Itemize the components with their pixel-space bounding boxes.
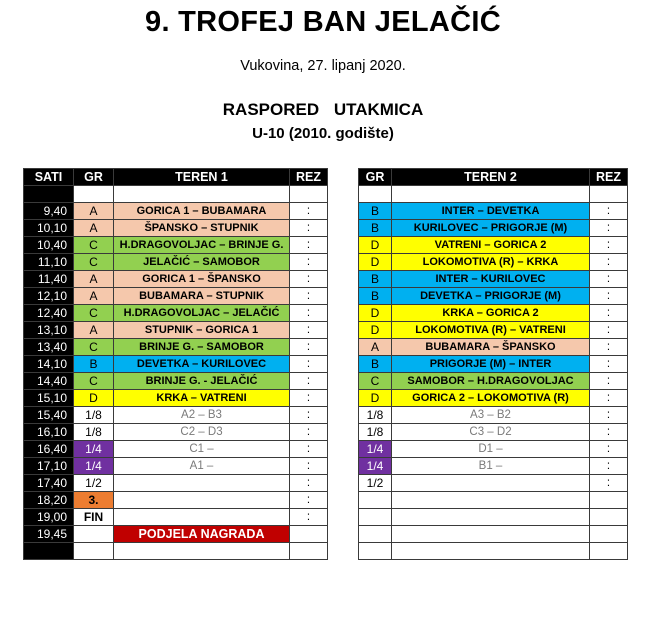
table-row	[24, 322, 328, 339]
match-cell	[392, 543, 590, 560]
match-cell: GORICA 1 – ŠPANSKO	[114, 271, 290, 288]
result-cell	[590, 509, 628, 526]
match-cell: INTER – KURILOVEC	[392, 271, 590, 288]
group-cell: A	[74, 203, 114, 220]
result-cell: :	[590, 339, 628, 356]
group-cell: 1/8	[359, 407, 392, 424]
result-cell	[590, 543, 628, 560]
match-cell: PRIGORJE (M) – INTER	[392, 356, 590, 373]
table-row	[24, 288, 328, 305]
time-cell: 12,40	[24, 305, 74, 322]
table-row	[359, 203, 628, 220]
group-cell: D	[74, 390, 114, 407]
result-cell: :	[590, 373, 628, 390]
table-row	[359, 526, 628, 543]
group-cell	[359, 186, 392, 203]
result-cell: :	[590, 390, 628, 407]
table-header-row	[24, 169, 328, 186]
group-cell: 1/4	[74, 458, 114, 475]
result-cell: :	[290, 458, 328, 475]
time-cell: 18,20	[24, 492, 74, 509]
group-cell: 1/8	[359, 424, 392, 441]
result-cell: :	[590, 424, 628, 441]
group-cell: 1/4	[359, 458, 392, 475]
table-row	[359, 305, 628, 322]
table-row	[24, 203, 328, 220]
result-cell: :	[290, 220, 328, 237]
result-cell	[590, 186, 628, 203]
table-row	[24, 424, 328, 441]
time-cell: 14,40	[24, 373, 74, 390]
table-row	[24, 220, 328, 237]
result-cell	[290, 526, 328, 543]
result-cell: :	[590, 237, 628, 254]
match-cell	[392, 492, 590, 509]
match-cell: C2 – D3	[114, 424, 290, 441]
result-cell	[590, 492, 628, 509]
result-cell: :	[590, 458, 628, 475]
match-cell: DEVETKA – KURILOVEC	[114, 356, 290, 373]
table-row	[24, 271, 328, 288]
match-cell: B1 –	[392, 458, 590, 475]
time-cell: 10,40	[24, 237, 74, 254]
result-cell: :	[290, 254, 328, 271]
table-row	[24, 339, 328, 356]
result-cell	[290, 186, 328, 203]
match-cell: KRKA – GORICA 2	[392, 305, 590, 322]
group-cell	[74, 526, 114, 543]
time-cell: 12,10	[24, 288, 74, 305]
group-cell: C	[74, 339, 114, 356]
match-cell: C3 – D2	[392, 424, 590, 441]
time-cell: 11,10	[24, 254, 74, 271]
time-cell: 17,40	[24, 475, 74, 492]
group-cell: B	[359, 271, 392, 288]
group-cell: C	[359, 373, 392, 390]
group-cell	[359, 492, 392, 509]
result-cell: :	[290, 492, 328, 509]
group-cell: A	[359, 339, 392, 356]
table-row	[359, 492, 628, 509]
table-row	[359, 424, 628, 441]
time-cell: 14,10	[24, 356, 74, 373]
table-row	[359, 509, 628, 526]
match-cell: LOKOMOTIVA (R) – KRKA	[392, 254, 590, 271]
table-row	[24, 237, 328, 254]
result-cell: :	[290, 322, 328, 339]
match-cell: BRINJE G. – SAMOBOR	[114, 339, 290, 356]
group-cell: 1/4	[74, 441, 114, 458]
match-cell: GORICA 1 – BUBAMARA	[114, 203, 290, 220]
table-row	[359, 543, 628, 560]
table-row	[359, 254, 628, 271]
group-cell	[74, 186, 114, 203]
match-cell	[392, 186, 590, 203]
result-cell: :	[290, 305, 328, 322]
table-row	[359, 322, 628, 339]
group-cell: B	[74, 356, 114, 373]
result-cell: :	[590, 322, 628, 339]
table-header-row	[359, 169, 628, 186]
match-cell: ŠPANSKO – STUPNIK	[114, 220, 290, 237]
table-row	[24, 526, 328, 543]
col-header-group: GR	[74, 169, 114, 186]
schedule-heading: RASPORED UTAKMICA	[222, 100, 424, 119]
group-cell: D	[359, 237, 392, 254]
col-header-result: REZ	[290, 169, 328, 186]
result-cell: :	[290, 373, 328, 390]
time-cell	[24, 543, 74, 560]
result-cell: :	[590, 288, 628, 305]
group-cell: B	[359, 356, 392, 373]
group-cell: 1/8	[74, 407, 114, 424]
result-cell: :	[290, 424, 328, 441]
table-row	[24, 458, 328, 475]
match-cell: BUBAMARA – STUPNIK	[114, 288, 290, 305]
table-row	[359, 390, 628, 407]
result-cell	[590, 526, 628, 543]
match-cell	[392, 526, 590, 543]
result-cell: :	[590, 271, 628, 288]
group-cell: 1/8	[74, 424, 114, 441]
time-cell: 10,10	[24, 220, 74, 237]
time-cell: 11,40	[24, 271, 74, 288]
match-cell: LOKOMOTIVA (R) – VATRENI	[392, 322, 590, 339]
group-cell: B	[359, 288, 392, 305]
match-cell: JELAČIĆ – SAMOBOR	[114, 254, 290, 271]
group-cell: C	[74, 254, 114, 271]
table-row	[359, 407, 628, 424]
result-cell: :	[290, 339, 328, 356]
group-cell: B	[359, 220, 392, 237]
match-cell	[114, 543, 290, 560]
table-row	[359, 271, 628, 288]
time-cell: 19,45	[24, 526, 74, 543]
result-cell: :	[590, 356, 628, 373]
schedule-table-field-1	[23, 168, 328, 560]
table-row	[24, 186, 328, 203]
group-cell: 1/2	[359, 475, 392, 492]
table-row	[359, 373, 628, 390]
group-cell: 3.	[74, 492, 114, 509]
age-category: U-10 (2010. godište)	[252, 125, 394, 142]
group-cell	[359, 509, 392, 526]
group-cell	[74, 543, 114, 560]
match-cell: BRINJE G. - JELAČIĆ	[114, 373, 290, 390]
match-cell: H.DRAGOVOLJAC – JELAČIĆ	[114, 305, 290, 322]
table-row	[24, 305, 328, 322]
col-header-group: GR	[359, 169, 392, 186]
match-cell: DEVETKA – PRIGORJE (M)	[392, 288, 590, 305]
result-cell: :	[290, 390, 328, 407]
group-cell: A	[74, 271, 114, 288]
result-cell: :	[590, 203, 628, 220]
match-cell: H.DRAGOVOLJAC – BRINJE G.	[114, 237, 290, 254]
col-header-time: SATI	[24, 169, 74, 186]
group-cell	[359, 526, 392, 543]
result-cell: :	[290, 237, 328, 254]
table-row	[359, 288, 628, 305]
result-cell: :	[590, 254, 628, 271]
match-cell: A3 – B2	[392, 407, 590, 424]
table-row	[359, 339, 628, 356]
time-cell: 15,40	[24, 407, 74, 424]
result-cell: :	[290, 288, 328, 305]
match-cell: INTER – DEVETKA	[392, 203, 590, 220]
group-cell: C	[74, 373, 114, 390]
match-cell	[114, 509, 290, 526]
col-header-field-2: TEREN 2	[392, 169, 590, 186]
table-row	[359, 237, 628, 254]
table-row	[359, 356, 628, 373]
match-cell: A2 – B3	[114, 407, 290, 424]
group-cell: A	[74, 220, 114, 237]
event-date-location: Vukovina, 27. lipanj 2020.	[240, 58, 406, 74]
table-row	[24, 407, 328, 424]
result-cell: :	[290, 203, 328, 220]
result-cell: :	[590, 407, 628, 424]
match-cell: SAMOBOR – H.DRAGOVOLJAC	[392, 373, 590, 390]
group-cell: C	[74, 237, 114, 254]
match-cell: C1 –	[114, 441, 290, 458]
result-cell: :	[290, 475, 328, 492]
group-cell: D	[359, 390, 392, 407]
time-cell: 19,00	[24, 509, 74, 526]
group-cell: D	[359, 305, 392, 322]
match-cell	[114, 186, 290, 203]
result-cell	[290, 543, 328, 560]
time-cell: 16,40	[24, 441, 74, 458]
result-cell: :	[290, 441, 328, 458]
match-cell: PODJELA NAGRADA	[114, 526, 290, 543]
group-cell: A	[74, 288, 114, 305]
result-cell: :	[590, 220, 628, 237]
match-cell	[114, 475, 290, 492]
time-cell: 9,40	[24, 203, 74, 220]
table-row	[359, 458, 628, 475]
match-cell: D1 –	[392, 441, 590, 458]
group-cell: FIN	[74, 509, 114, 526]
group-cell	[359, 543, 392, 560]
match-cell	[392, 509, 590, 526]
table-row	[24, 543, 328, 560]
time-cell: 17,10	[24, 458, 74, 475]
table-row	[24, 390, 328, 407]
table-row	[359, 475, 628, 492]
group-cell: C	[74, 305, 114, 322]
result-cell: :	[590, 305, 628, 322]
result-cell: :	[290, 407, 328, 424]
match-cell: BUBAMARA – ŠPANSKO	[392, 339, 590, 356]
table-row	[24, 509, 328, 526]
result-cell: :	[290, 509, 328, 526]
result-cell: :	[590, 475, 628, 492]
match-cell: VATRENI – GORICA 2	[392, 237, 590, 254]
col-header-result: REZ	[590, 169, 628, 186]
table-row	[24, 475, 328, 492]
col-header-field-1: TEREN 1	[114, 169, 290, 186]
page-title: 9. TROFEJ BAN JELAČIĆ	[145, 6, 501, 38]
group-cell: 1/4	[359, 441, 392, 458]
match-cell	[392, 475, 590, 492]
table-row	[24, 356, 328, 373]
table-row	[359, 186, 628, 203]
table-row	[24, 492, 328, 509]
result-cell: :	[290, 271, 328, 288]
table-row	[24, 254, 328, 271]
time-cell: 13,10	[24, 322, 74, 339]
table-row	[359, 220, 628, 237]
table-row	[24, 373, 328, 390]
match-cell	[114, 492, 290, 509]
match-cell: GORICA 2 – LOKOMOTIVA (R)	[392, 390, 590, 407]
result-cell: :	[290, 356, 328, 373]
match-cell: STUPNIK – GORICA 1	[114, 322, 290, 339]
time-cell: 15,10	[24, 390, 74, 407]
time-cell	[24, 186, 74, 203]
match-cell: A1 –	[114, 458, 290, 475]
group-cell: 1/2	[74, 475, 114, 492]
group-cell: A	[74, 322, 114, 339]
group-cell: D	[359, 322, 392, 339]
time-cell: 16,10	[24, 424, 74, 441]
table-row	[24, 441, 328, 458]
time-cell: 13,40	[24, 339, 74, 356]
schedule-table-field-2	[358, 168, 628, 560]
table-row	[359, 441, 628, 458]
group-cell: D	[359, 254, 392, 271]
group-cell: B	[359, 203, 392, 220]
match-cell: KRKA – VATRENI	[114, 390, 290, 407]
result-cell: :	[590, 441, 628, 458]
match-cell: KURILOVEC – PRIGORJE (M)	[392, 220, 590, 237]
